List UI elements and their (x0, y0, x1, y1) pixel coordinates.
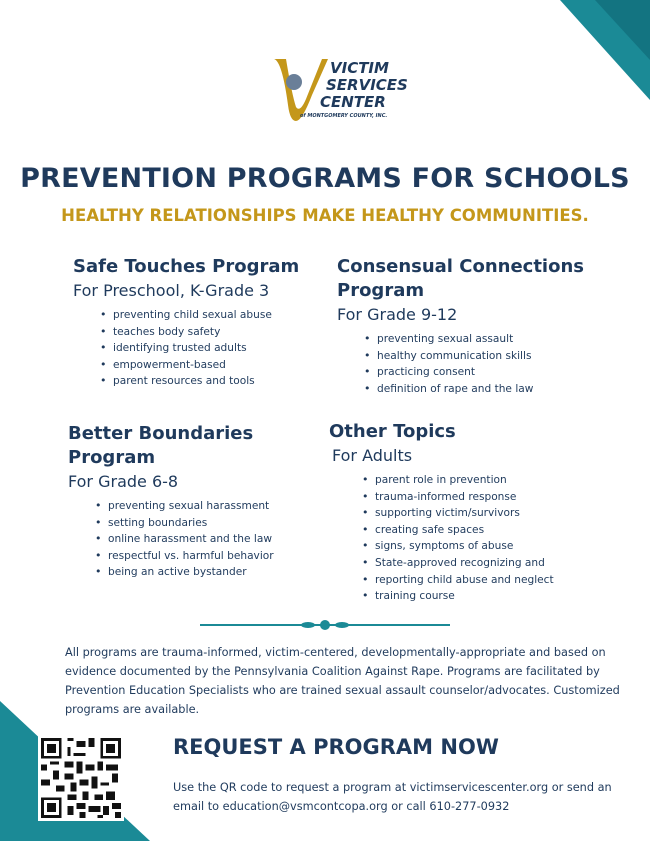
list-item: • teaches body safety (113, 324, 299, 341)
request-instructions: Use the QR code to request a program at victimservicescenter.org or send an email to education@vsmcontcopa.org or call 610-277-0932 (173, 781, 612, 813)
logo-wordmark (320, 59, 408, 111)
list-item: • identifying trusted adults (113, 340, 299, 357)
program-other-topics (329, 420, 554, 605)
list-item: • trauma-informed response (375, 489, 554, 506)
list-item: • preventing child sexual abuse (113, 307, 299, 324)
list-item: • definition of rape and the law (377, 381, 584, 398)
program-grade: For Adults (332, 446, 413, 465)
list-item: • practicing consent (377, 364, 584, 381)
list-item-continuation: • training course (375, 588, 554, 605)
program-grade: For Preschool, K-Grade 3 (73, 281, 270, 300)
program-title-line-2: Program (68, 447, 156, 468)
program-title: Safe Touches Program (73, 256, 300, 277)
program-topic-list (73, 307, 299, 390)
logo-line-1: VICTIM (330, 59, 389, 77)
list-item-continuation: • reporting child abuse and neglect (375, 572, 554, 589)
list-item: • being an active bystander (108, 564, 274, 581)
program-consensual-connections (337, 255, 584, 397)
program-topic-list (337, 331, 584, 397)
logo-line-3: CENTER (320, 93, 386, 111)
list-item: • respectful vs. harmful behavior (108, 548, 274, 565)
list-item: • healthy communication skills (377, 348, 584, 365)
list-item: • setting boundaries (108, 515, 274, 532)
list-item: • supporting victim/survivors (375, 505, 554, 522)
programs-description: All programs are trauma-informed, victim-centered, developmentally-appropriate and based on evidence documented by the Pennsylvania Coalition Against Rape. Programs are facilitated by Prevention Education Specialists who are trained sexual assault counselor/advocates. Customized programs are available. (65, 646, 620, 716)
list-item: • preventing sexual harassment (108, 498, 274, 515)
program-grade: For Grade 6-8 (68, 472, 179, 491)
qr-code-icon[interactable] (38, 735, 124, 821)
program-topic-list (329, 472, 554, 605)
logo-line-2: SERVICES (326, 76, 408, 94)
program-title-line-1: Consensual Connections (337, 256, 584, 277)
list-item: • creating safe spaces (375, 522, 554, 539)
list-item: • parent role in prevention (375, 472, 554, 489)
list-item: • signs, symptoms of abuse (375, 538, 554, 555)
list-item: • empowerment-based (113, 357, 299, 374)
request-heading: REQUEST A PROGRAM NOW (173, 735, 499, 759)
program-grade: For Grade 9-12 (337, 305, 458, 324)
ornament-divider (200, 618, 450, 632)
program-topic-list (68, 498, 274, 581)
page-title: PREVENTION PROGRAMS FOR SCHOOLS (20, 163, 630, 194)
program-better-boundaries (68, 422, 274, 581)
program-safe-touches (73, 255, 299, 390)
program-title: Other Topics (329, 421, 456, 442)
list-item: • online harassment and the law (108, 531, 274, 548)
corner-decoration-top-right-inner (595, 0, 650, 60)
logo-tagline: of MONTGOMERY COUNTY, INC. (300, 113, 388, 119)
list-item: • State-approved recognizing and (375, 555, 554, 572)
list-item: • parent resources and tools (113, 373, 299, 390)
program-title-line-1: Better Boundaries (68, 423, 254, 444)
page-subtitle: HEALTHY RELATIONSHIPS MAKE HEALTHY COMMUNITIES. (61, 206, 589, 225)
list-item: • preventing sexual assault (377, 331, 584, 348)
program-title-line-2: Program (337, 280, 425, 301)
